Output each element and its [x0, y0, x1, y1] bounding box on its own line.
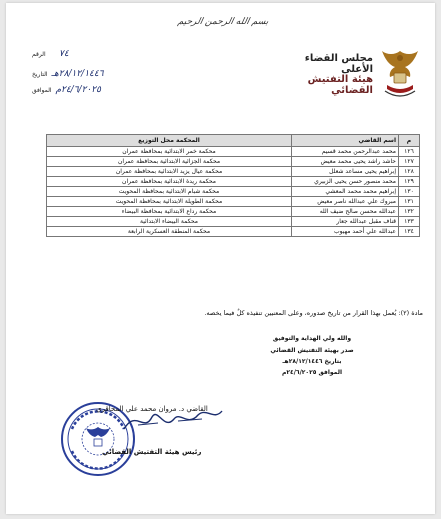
table-row	[47, 197, 420, 207]
distribution-table	[46, 134, 420, 237]
document-page	[6, 3, 435, 514]
table-row	[47, 207, 420, 217]
yemen-eagle-emblem-icon	[379, 45, 421, 103]
row-num: ١٣١	[399, 197, 420, 207]
row-court: محكمة شبام الابتدائية بمحافظة المحويت	[47, 187, 292, 197]
row-court: محكمة عيال يزيد الابتدائية بمحافظة عمران	[47, 167, 292, 177]
row-judge: عبدالله علي أحمد مهيوب	[292, 227, 399, 237]
row-judge: إبراهيم يحيى مساعد شعلل	[292, 167, 399, 177]
row-num: ١٣٤	[399, 227, 420, 237]
closing-prayer: والله ولي الهداية والتوفيق	[272, 335, 352, 342]
row-num: ١٣٠	[399, 187, 420, 197]
row-court: محكمة الطويلة الابتدائية بمحافظة المحويت	[47, 197, 292, 207]
table-header-row	[47, 135, 420, 147]
handwritten-signature	[118, 399, 228, 439]
col-num-header: م	[399, 135, 420, 147]
table-row	[47, 157, 420, 167]
row-num: ١٣٣	[399, 217, 420, 227]
table-row	[47, 227, 420, 237]
ref-label: الرقم	[32, 51, 46, 58]
signer-title: رئيس هيئة التفتيش القضائي	[102, 448, 202, 456]
row-num: ١٢٨	[399, 167, 420, 177]
row-judge: عبدالله محسن صالح ضيف الله	[292, 207, 399, 217]
row-num: ١٣٢	[399, 207, 420, 217]
ref-value: ٧٤	[59, 49, 69, 59]
row-court: محكمة البيضاء الابتدائية	[47, 217, 292, 227]
row-court: محكمة ريدة الابتدائية بمحافظة عمران	[47, 177, 292, 187]
table-row	[47, 177, 420, 187]
council-title: مجلس القضاء الأعلى	[304, 53, 373, 75]
ref-line	[32, 49, 69, 59]
authority-title: هيئة التفتيش القضائي	[307, 74, 373, 96]
date-label: التاريخ	[32, 71, 48, 78]
row-court: محكمة المنطقة العسكرية الرابعة	[47, 227, 292, 237]
issued-date-hijri: بتاريخ ٢٨/١٢/١٤٤٦هـ	[282, 358, 342, 365]
corresp-label: الموافق	[32, 87, 52, 94]
row-court: محكمة الجزائية الابتدائية بمحافظة عمران	[47, 157, 292, 167]
row-judge: قناف مقبل عبدالله جعار	[292, 217, 399, 227]
article-2-text: مادة (٢): يُعمل بهذا القرار من تاريخ صدوره، وعلى المعنيين تنفيذه كلٌ فيما يخصه.	[204, 309, 423, 317]
row-num: ١٢٧	[399, 157, 420, 167]
row-court: محكمة رداع الابتدائية بمحافظة البيضاء	[47, 207, 292, 217]
corresp-value: ٢٤/٦/٢٠٢٥م	[55, 85, 101, 95]
row-num: ١٢٩	[399, 177, 420, 187]
signer-name: القاضي د. مروان محمد علي المحاقري	[96, 405, 208, 413]
col-judge-header: اسم القاضي	[292, 135, 399, 147]
row-judge: محمد منصور حسن يحيى الزبيري	[292, 177, 399, 187]
table-row	[47, 147, 420, 157]
row-court: محكمة خمر الابتدائية بمحافظة عمران	[47, 147, 292, 157]
issued-date-gregorian: الموافق ٢٤/٦/٢٠٢٥م	[281, 369, 342, 376]
date-line	[32, 69, 104, 79]
date-value: ٢٨/١٢/١٤٤٦هـ	[51, 69, 104, 79]
bismillah-calligraphy: بسم الله الرحمن الرحيم	[176, 17, 270, 27]
row-num: ١٢٦	[399, 147, 420, 157]
col-court-header: المحكمة محل التوزيع	[47, 135, 292, 147]
table-row	[47, 217, 420, 227]
row-judge: إبراهيم محمد محمد المعشي	[292, 187, 399, 197]
row-judge: مبروك علي عبدالله ناصر معيض	[292, 197, 399, 207]
issued-by: صدر بهيئة التفتيش القضائي	[270, 347, 354, 354]
table-row	[47, 187, 420, 197]
corresp-line	[32, 85, 101, 95]
table-row	[47, 167, 420, 177]
row-judge: محمد عبدالرحمن محمد قسيم	[292, 147, 399, 157]
row-judge: حاشد راشد يحيى محمد معيض	[292, 157, 399, 167]
